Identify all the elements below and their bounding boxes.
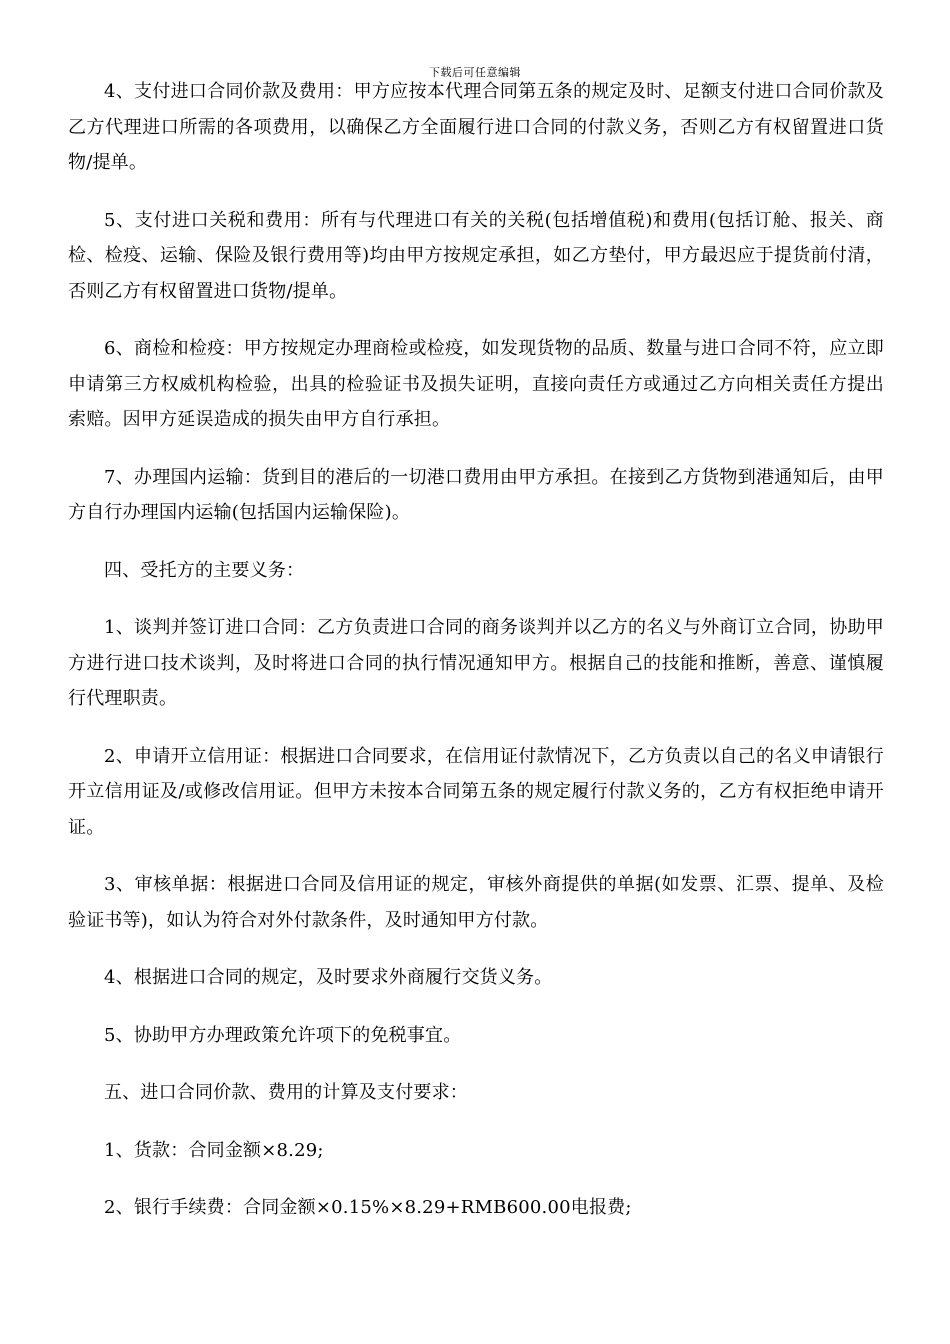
obligation-5-tax-exemption: 5、协助甲方办理政策允许项下的免税事宜。 — [104, 1024, 462, 1046]
obligation-1-negotiate: 1、谈判并签订进口合同：乙方负责进口合同的商务谈判并以乙方的名义与外商订立合同，协助甲方进行进口技术谈判，及时将进口合同的执行情况通知甲方。根据自己的技能和推断，善意、谨慎履行代理职责。 — [68, 617, 884, 709]
clause-7-domestic-transport: 7、办理国内运输：货到目的港后的一切港口费用由甲方承担。在接到乙方货物到港通知后，由甲方自行办理国内运输(包括国内运输保险)。 — [68, 466, 884, 523]
obligation-2-letter-of-credit: 2、申请开立信用证：根据进口合同要求，在信用证付款情况下，乙方负责以自己的名义申请银行开立信用证及/或修改信用证。但甲方未按本合同第五条的规定履行付款义务的，乙方有权拒绝申请开证。 — [68, 745, 884, 838]
obligation-3-review-documents: 3、审核单据：根据进口合同及信用证的规定，审核外商提供的单据(如发票、汇票、提单、及检验证书等)，如认为符合对外付款条件，及时通知甲方付款。 — [68, 874, 884, 931]
obligation-4-delivery: 4、根据进口合同的规定，及时要求外商履行交货义务。 — [104, 967, 553, 988]
section-4-heading: 四、受托方的主要义务： — [104, 559, 305, 581]
document-body — [68, 74, 884, 1248]
clause-6-inspection: 6、商检和检疫：甲方按规定办理商检或检疫，如发现货物的品质、数量与进口合同不符，应立即申请第三方权威机构检验，出具的检验证书及损失证明，直接向责任方或通过乙方向相关责任方提出索赔。因甲方延误造成的损失由甲方自行承担。 — [68, 338, 884, 430]
price-2-bank-fees: 2、银行手续费：合同金额×0.15%×8.29+RMB600.00电报费; — [104, 1197, 632, 1218]
section-5-heading: 五、进口合同价款、费用的计算及支付要求： — [104, 1082, 468, 1103]
clause-5-duties-fees: 5、支付进口关税和费用：所有与代理进口有关的关税(包括增值税)和费用(包括订舱、报关、商检、检疫、运输、保险及银行费用等)均由甲方按规定承担，如乙方垫付，甲方最迟应于提货前付清，否则乙方有权留置进口货物/提单。 — [68, 209, 884, 302]
header-note: 下载后可任意编辑 — [429, 66, 521, 79]
clause-4-payment: 4、支付进口合同价款及费用：甲方应按本代理合同第五条的规定及时、足额支付进口合同价款及乙方代理进口所需的各项费用，以确保乙方全面履行进口合同的付款义务，否则乙方有权留置进口货物/提单。 — [68, 81, 884, 173]
price-1-goods: 1、货款：合同金额×8.29; — [104, 1139, 324, 1161]
